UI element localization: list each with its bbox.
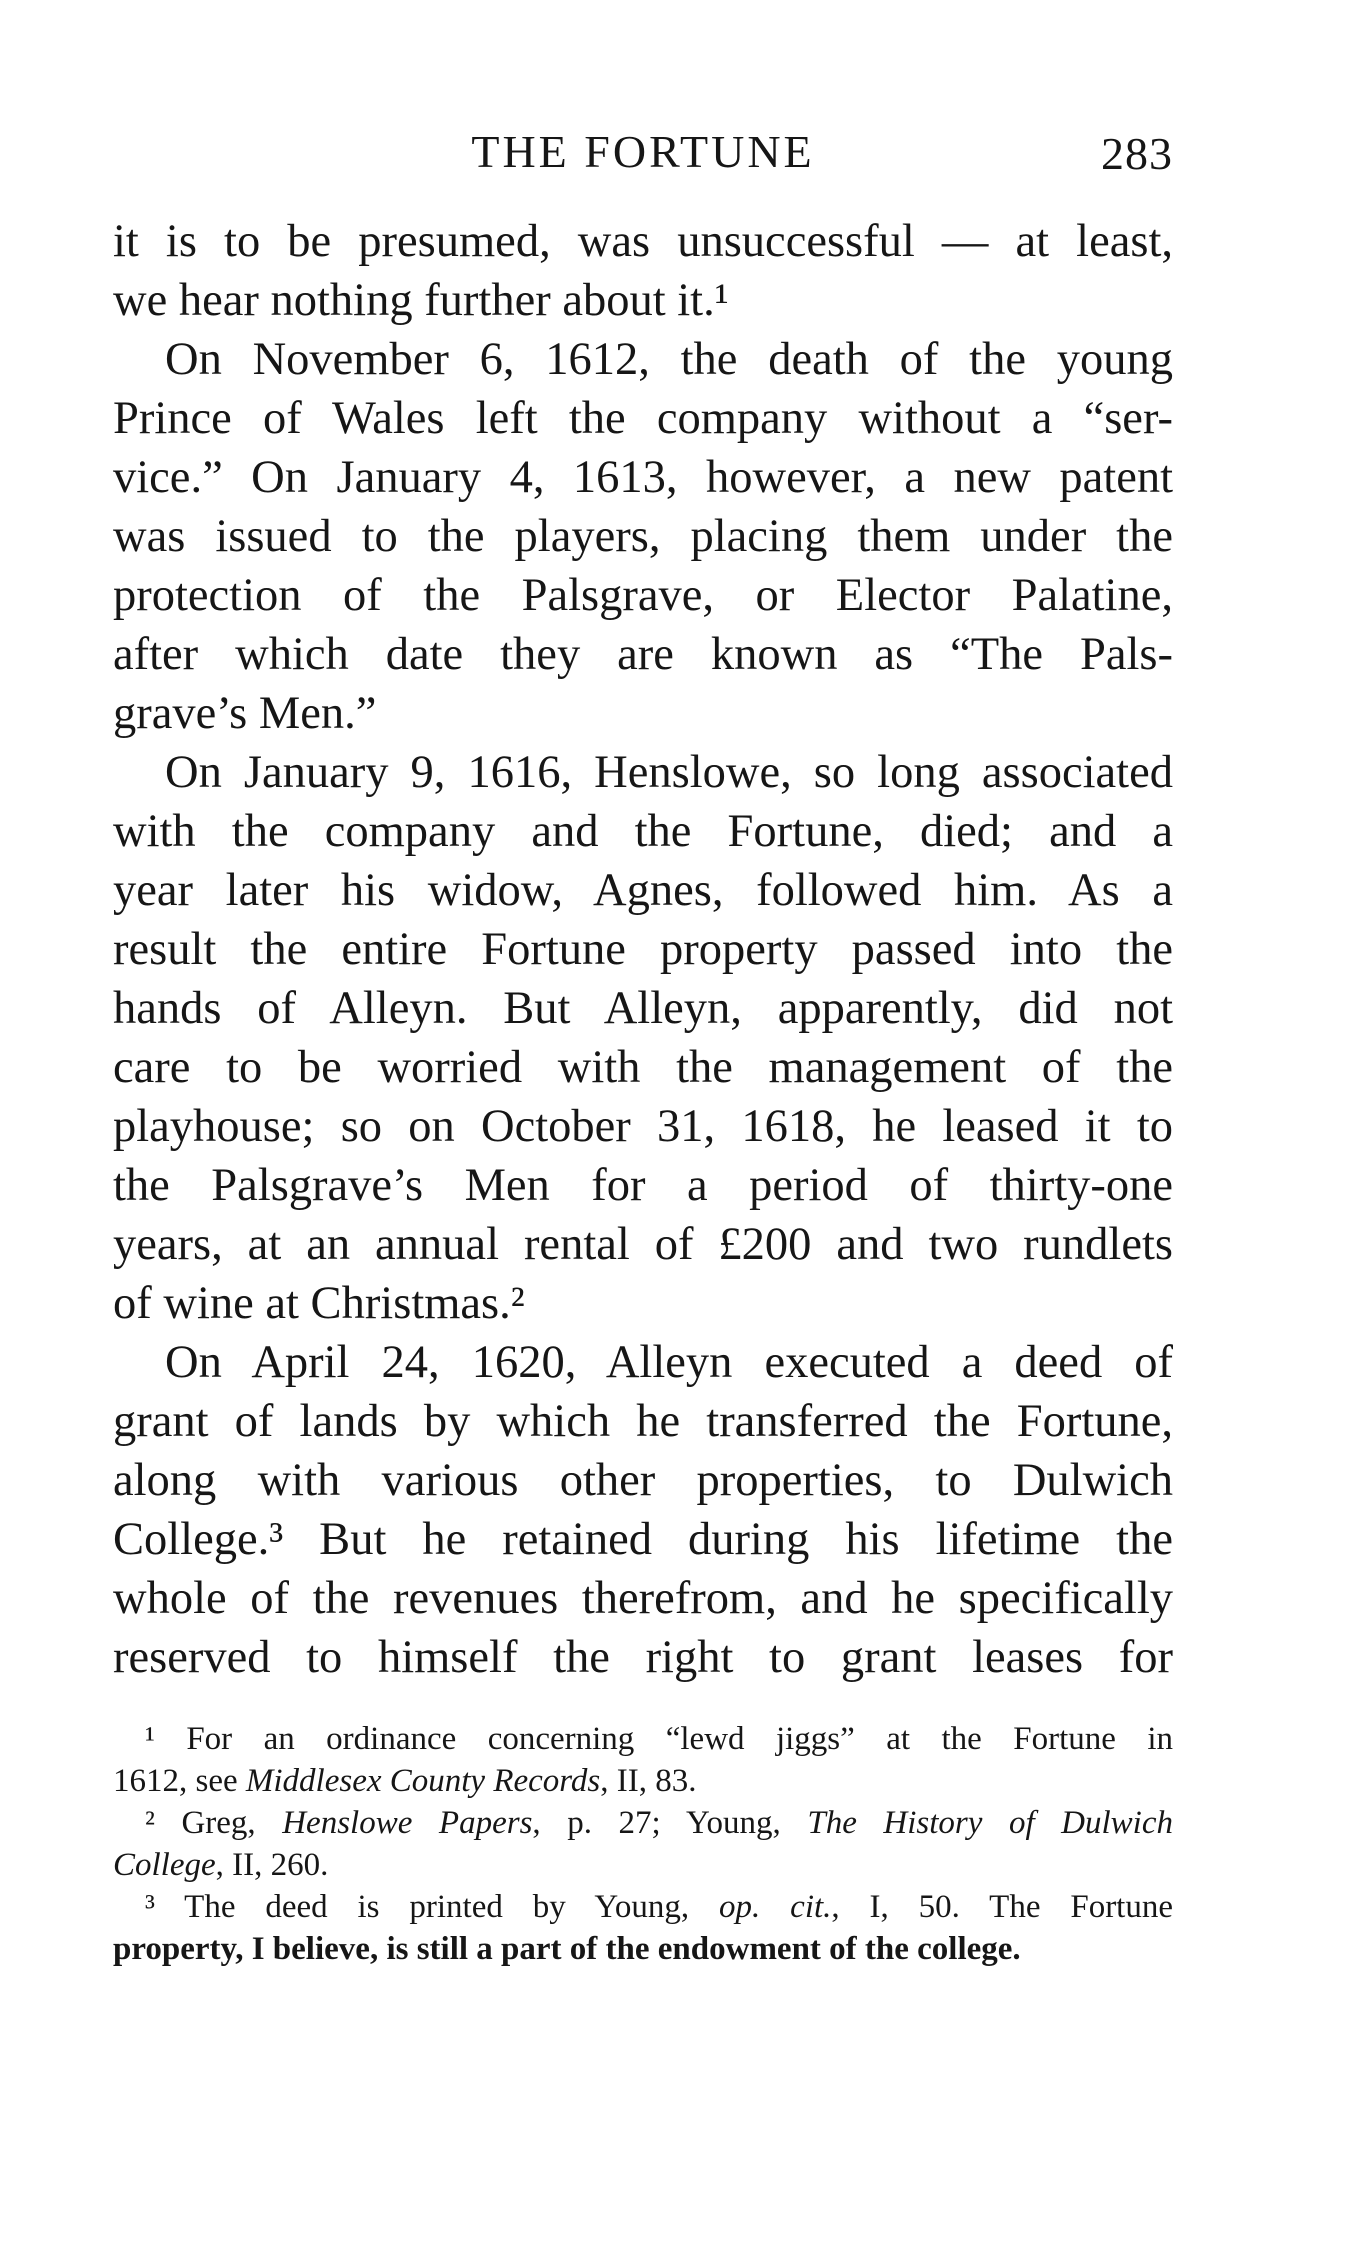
footnote-text: ³ The deed is printed by Young, [145, 1889, 720, 1925]
footnote-1-line [113, 1760, 1173, 1802]
body-line: after which date they are known as “The Pals- [113, 629, 1173, 680]
body-line: it is to be presumed, was unsuccessful — at least, [113, 216, 1173, 267]
body-line: the Palsgrave’s Men for a period of thirty-one [113, 1160, 1173, 1211]
footnote-citation: Middlesex County Records [245, 1763, 601, 1799]
body-line: result the entire Fortune property passed into the [113, 924, 1173, 975]
footnote-text: , p. 27; Young, [532, 1805, 808, 1841]
footnote-text: , I, 50. The Fortune [831, 1889, 1174, 1925]
body-line: of wine at Christmas.² [113, 1278, 525, 1329]
footnote-2-line [113, 1844, 1173, 1886]
footnotes [113, 1718, 1173, 1970]
body-line: grave’s Men.” [113, 688, 377, 739]
running-head [113, 122, 1173, 182]
body-line: Prince of Wales left the company without a “ser- [113, 393, 1173, 444]
body-line: whole of the revenues therefrom, and he specifically [113, 1573, 1173, 1624]
body-line: care to be worried with the management of the [113, 1042, 1173, 1093]
footnote-3-line [113, 1886, 1173, 1928]
footnote-text: , II, 83. [600, 1763, 697, 1799]
body-line: protection of the Palsgrave, or Elector Palatine, [113, 570, 1173, 621]
body-line: with the company and the Fortune, died; and a [113, 806, 1173, 857]
body-line: reserved to himself the right to grant leases for [113, 1632, 1173, 1683]
footnote-3-line: property, I believe, is still a part of the endowment of the college. [113, 1931, 1021, 1967]
body-line: we hear nothing further about it.¹ [113, 275, 729, 326]
body-line: year later his widow, Agnes, followed him. As a [113, 865, 1173, 916]
footnote-text: , II, 260. [215, 1847, 329, 1883]
body-line: playhouse; so on October 31, 1618, he leased it to [113, 1101, 1173, 1152]
body-text [113, 212, 1173, 1687]
body-line: hands of Alleyn. But Alleyn, apparently, did not [113, 983, 1173, 1034]
footnote-citation: op. cit. [719, 1889, 832, 1925]
body-line: along with various other properties, to Dulwich [113, 1455, 1173, 1506]
body-line: College.³ But he retained during his lifetime the [113, 1514, 1173, 1565]
body-line: was issued to the players, placing them under the [113, 511, 1173, 562]
footnote-citation: Henslowe Papers [282, 1805, 533, 1841]
body-line: On April 24, 1620, Alleyn executed a deed of [165, 1337, 1173, 1388]
footnote-2-line [113, 1802, 1173, 1844]
footnote-citation: College [113, 1847, 216, 1883]
page-number: 283 [1101, 128, 1173, 179]
footnote-text: 1612, see [113, 1763, 246, 1799]
body-line: vice.” On January 4, 1613, however, a new patent [113, 452, 1173, 503]
body-line: years, at an annual rental of £200 and two rundlets [113, 1219, 1173, 1270]
body-line: On November 6, 1612, the death of the young [165, 334, 1173, 385]
body-line: On January 9, 1616, Henslowe, so long associated [165, 747, 1173, 798]
footnote-1-line: ¹ For an ordinance concerning “lewd jiggs” at the Fortune in [145, 1721, 1173, 1757]
footnote-text: ² Greg, [145, 1805, 283, 1841]
running-title: THE FORTUNE [471, 126, 815, 177]
footnote-citation: The History of Dulwich [807, 1805, 1173, 1841]
body-line: grant of lands by which he transferred the Fortune, [113, 1396, 1173, 1447]
